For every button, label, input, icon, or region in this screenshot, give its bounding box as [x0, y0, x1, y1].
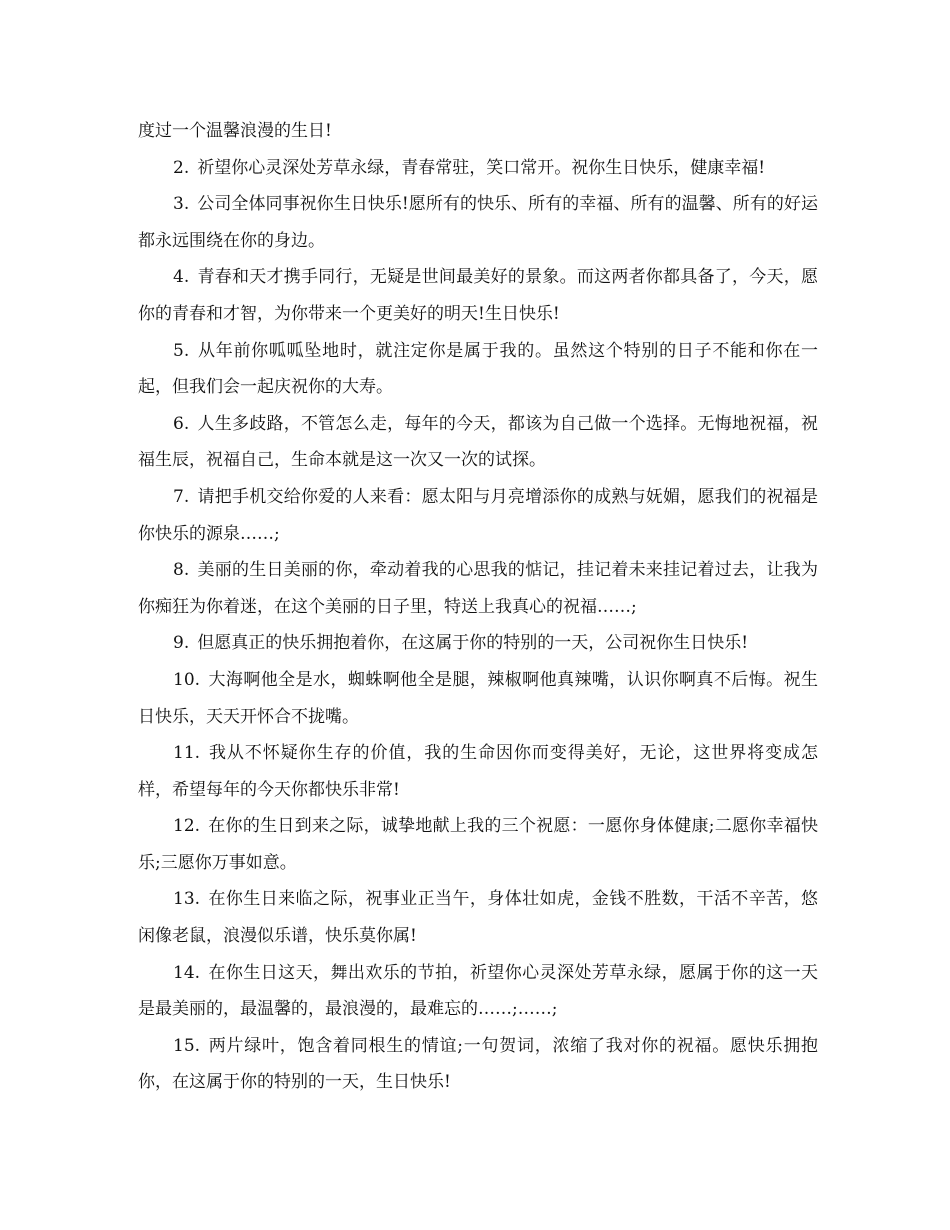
wish-item-12	[138, 808, 818, 881]
wish-item-10	[138, 662, 818, 735]
wish-item-3	[138, 186, 818, 259]
item-number: 11.	[173, 743, 201, 764]
item-text: 公司全体同事祝你生日快乐!愿所有的快乐、所有的幸福、所有的温馨、所有的好运都永远围绕在你的身边。	[138, 194, 818, 251]
wish-item-9	[138, 625, 818, 662]
item-number: 2.	[173, 157, 190, 178]
item-number: 10.	[173, 669, 201, 690]
wish-item-8	[138, 552, 818, 625]
item-number: 6.	[173, 413, 190, 434]
item-number: 7.	[173, 486, 190, 507]
wish-item-2	[138, 150, 818, 187]
item-number: 3.	[173, 194, 190, 215]
wish-item-7	[138, 479, 818, 552]
item-number: 13.	[173, 889, 201, 910]
wish-item-13	[138, 881, 818, 954]
item-text: 请把手机交给你爱的人来看：愿太阳与月亮增添你的成熟与妩媚，愿我们的祝福是你快乐的源泉……;	[138, 486, 818, 544]
item-text: 美丽的生日美丽的你，牵动着我的心思我的惦记，挂记着未来挂记着过去，让我为你痴狂为你着迷，在这个美丽的日子里，特送上我真心的祝福……;	[138, 560, 818, 617]
wish-item-11	[138, 735, 818, 808]
item-number: 4.	[173, 267, 190, 288]
item-text: 在你生日来临之际，祝事业正当午，身体壮如虎，金钱不胜数，干活不辛苦，悠闲像老鼠，浪漫似乐谱，快乐莫你属!	[138, 889, 818, 947]
wish-item-15	[138, 1028, 818, 1101]
document-page	[138, 113, 818, 1101]
item-text: 大海啊他全是水，蜘蛛啊他全是腿，辣椒啊他真辣嘴，认识你啊真不后悔。祝生日快乐，天天开怀合不拢嘴。	[138, 669, 818, 727]
item-text: 祈望你心灵深处芳草永绿，青春常驻，笑口常开。祝你生日快乐，健康幸福!	[197, 157, 766, 178]
item-number: 14.	[173, 962, 201, 983]
wish-item-4	[138, 259, 818, 332]
item-text: 人生多歧路，不管怎么走，每年的今天，都该为自己做一个选择。无悔地祝福，祝福生辰，祝福自己，生命本就是这一次又一次的试探。	[138, 413, 818, 471]
item-number: 12.	[173, 816, 201, 837]
item-text: 在你的生日到来之际，诚挚地献上我的三个祝愿：一愿你身体健康;二愿你幸福快乐;三愿你万事如意。	[138, 816, 818, 873]
item-number: 8.	[173, 560, 190, 581]
item-text: 青春和天才携手同行，无疑是世间最美好的景象。而这两者你都具备了，今天，愿你的青春和才智，为你带来一个更美好的明天!生日快乐!	[138, 267, 818, 324]
item-text: 从年前你呱呱坠地时，就注定你是属于我的。虽然这个特别的日子不能和你在一起，但我们会一起庆祝你的大寿。	[138, 340, 818, 398]
item-text: 但愿真正的快乐拥抱着你，在这属于你的特别的一天，公司祝你生日快乐!	[197, 633, 749, 654]
item-number: 9.	[173, 633, 190, 654]
wish-item-6	[138, 406, 818, 479]
item-number: 5.	[173, 340, 190, 361]
wish-item-14	[138, 955, 818, 1028]
item-text: 两片绿叶，饱含着同根生的情谊;一句贺词，浓缩了我对你的祝福。愿快乐拥抱你，在这属于你的特别的一天，生日快乐!	[138, 1035, 818, 1093]
lead-paragraph: 度过一个温馨浪漫的生日!	[138, 121, 332, 141]
item-number: 15.	[173, 1035, 201, 1056]
item-text: 我从不怀疑你生存的价值，我的生命因你而变得美好，无论，这世界将变成怎样，希望每年的今天你都快乐非常!	[138, 743, 818, 800]
item-text: 在你生日这天，舞出欢乐的节拍，祈望你心灵深处芳草永绿，愿属于你的这一天是最美丽的，最温馨的，最浪漫的，最难忘的……;……;	[138, 962, 818, 1020]
wish-item-5	[138, 333, 818, 406]
